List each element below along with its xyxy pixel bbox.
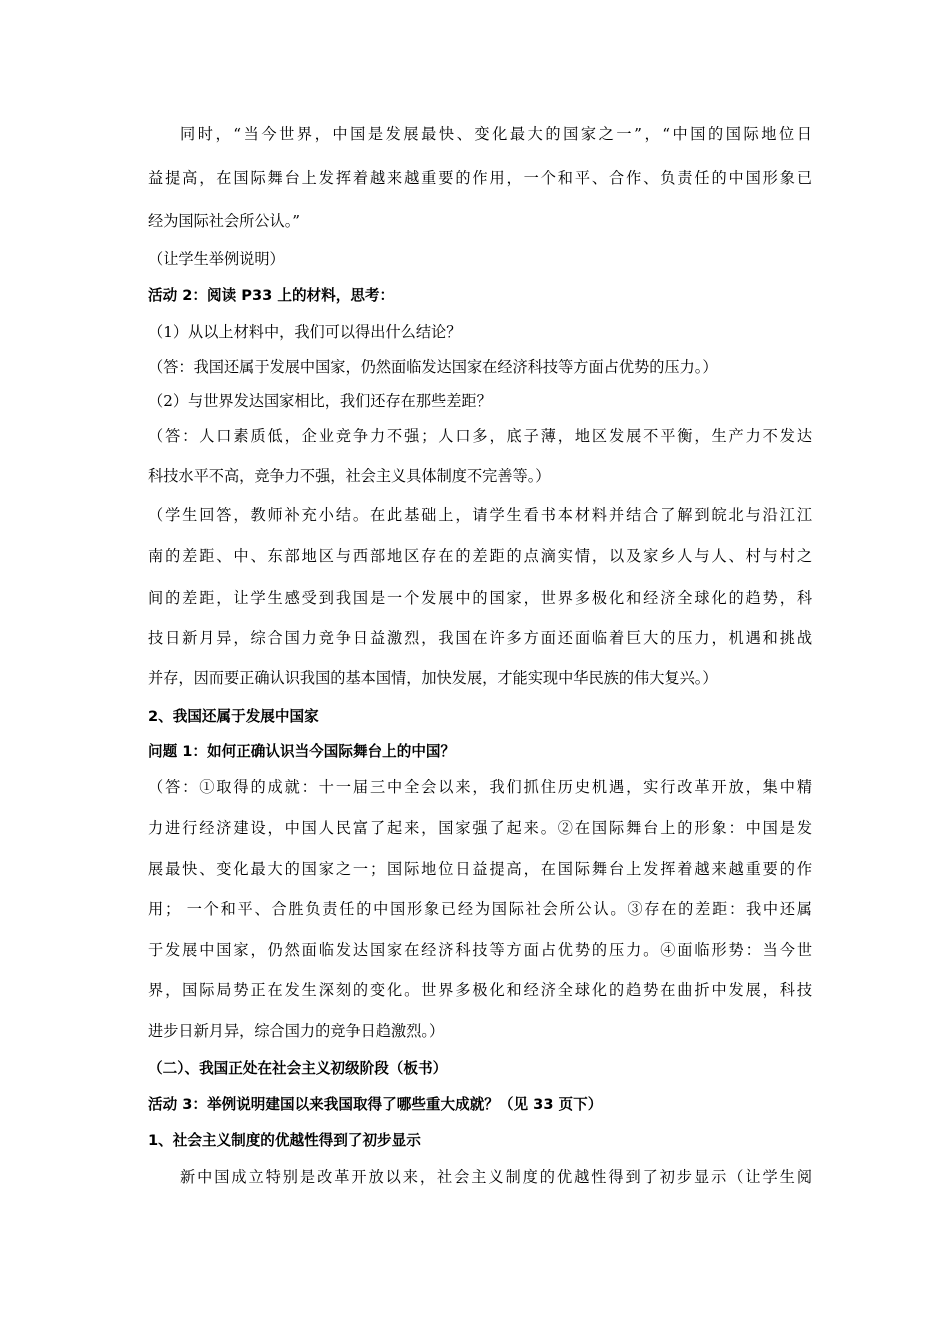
answer-line: 科技水平不高，竞争力不强，社会主义具体制度不完善等。） [148,467,551,485]
answer-line: 于发展中国家，仍然面临发达国家在经济科技等方面占优势的压力。④面临形势：当今世 [148,941,812,959]
section-heading: （二）、我国正处在社会主义初级阶段（板书） [148,1060,448,1077]
activity-heading: 活动 3：举例说明建国以来我国取得了哪些重大成就？（见 33 页下） [148,1096,603,1113]
paragraph-line: 南的差距、中、东部地区与西部地区存在的差距的点滴实情，以及家乡人与人、村与村之 [148,547,812,565]
paragraph-line: 技日新月异，综合国力竞争日益激烈，我国在许多方面还面临着巨大的压力，机遇和挑战 [148,629,812,647]
paragraph-line: 新中国成立特别是改革开放以来，社会主义制度的优越性得到了初步显示（让学生阅 [180,1168,812,1186]
activity-heading: 活动 2：阅读 P33 上的材料，思考： [148,287,395,304]
paragraph-line: （学生回答，教师补充小结。在此基础上，请学生看书本材料并结合了解到皖北与沿江江 [148,506,812,524]
paragraph-line: 经为国际社会所公认。” [148,212,301,230]
paragraph-line: 并存，因而要正确认识我国的基本国情，加快发展，才能实现中华民族的伟大复兴。） [148,669,718,687]
answer-line: 界，国际局势正在发生深刻的变化。世界多极化和经济全球化的趋势在曲折中发展，科技 [148,981,812,999]
paragraph-line: （让学生举例说明） [148,250,285,268]
question-line: （1）从以上材料中，我们可以得出什么结论？ [148,323,462,341]
answer-line: （答：我国还属于发展中国家，仍然面临发达国家在经济科技等方面占优势的压力。） [148,358,718,376]
answer-line: 力进行经济建设，中国人民富了起来，国家强了起来。②在国际舞台上的形象：中国是发 [148,819,812,837]
paragraph-line: 益提高，在国际舞台上发挥着越来越重要的作用，一个和平、合作、负责任的中国形象已 [148,169,812,187]
question-heading: 问题 1：如何正确认识当今国际舞台上的中国？ [148,743,456,760]
answer-line: 用； 一个和平、合胜负责任的中国形象已经为国际社会所公认。③存在的差距：我中还属 [148,900,812,918]
paragraph-line: 同时，“当今世界，中国是发展最快、变化最大的国家之一”，“中国的国际地位日 [180,125,812,143]
answer-line: （答：①取得的成就：十一届三中全会以来，我们抓住历史机遇，实行改革开放，集中精 [148,778,812,796]
question-line: （2）与世界发达国家相比，我们还存在那些差距？ [148,392,492,410]
section-heading: 2、我国还属于发展中国家 [148,708,319,725]
answer-line: 进步日新月异，综合国力的竞争日趋激烈。） [148,1022,445,1040]
answer-line: 展最快、变化最大的国家之一；国际地位日益提高，在国际舞台上发挥着越来越重要的作 [148,860,812,878]
answer-line: （答：人口素质低，企业竞争力不强；人口多，底子薄，地区发展不平衡，生产力不发达 [148,427,812,445]
paragraph-line: 间的差距，让学生感受到我国是一个发展中的国家，世界多极化和经济全球化的趋势，科 [148,589,812,607]
subsection-heading: 1、社会主义制度的优越性得到了初步显示 [148,1132,421,1149]
